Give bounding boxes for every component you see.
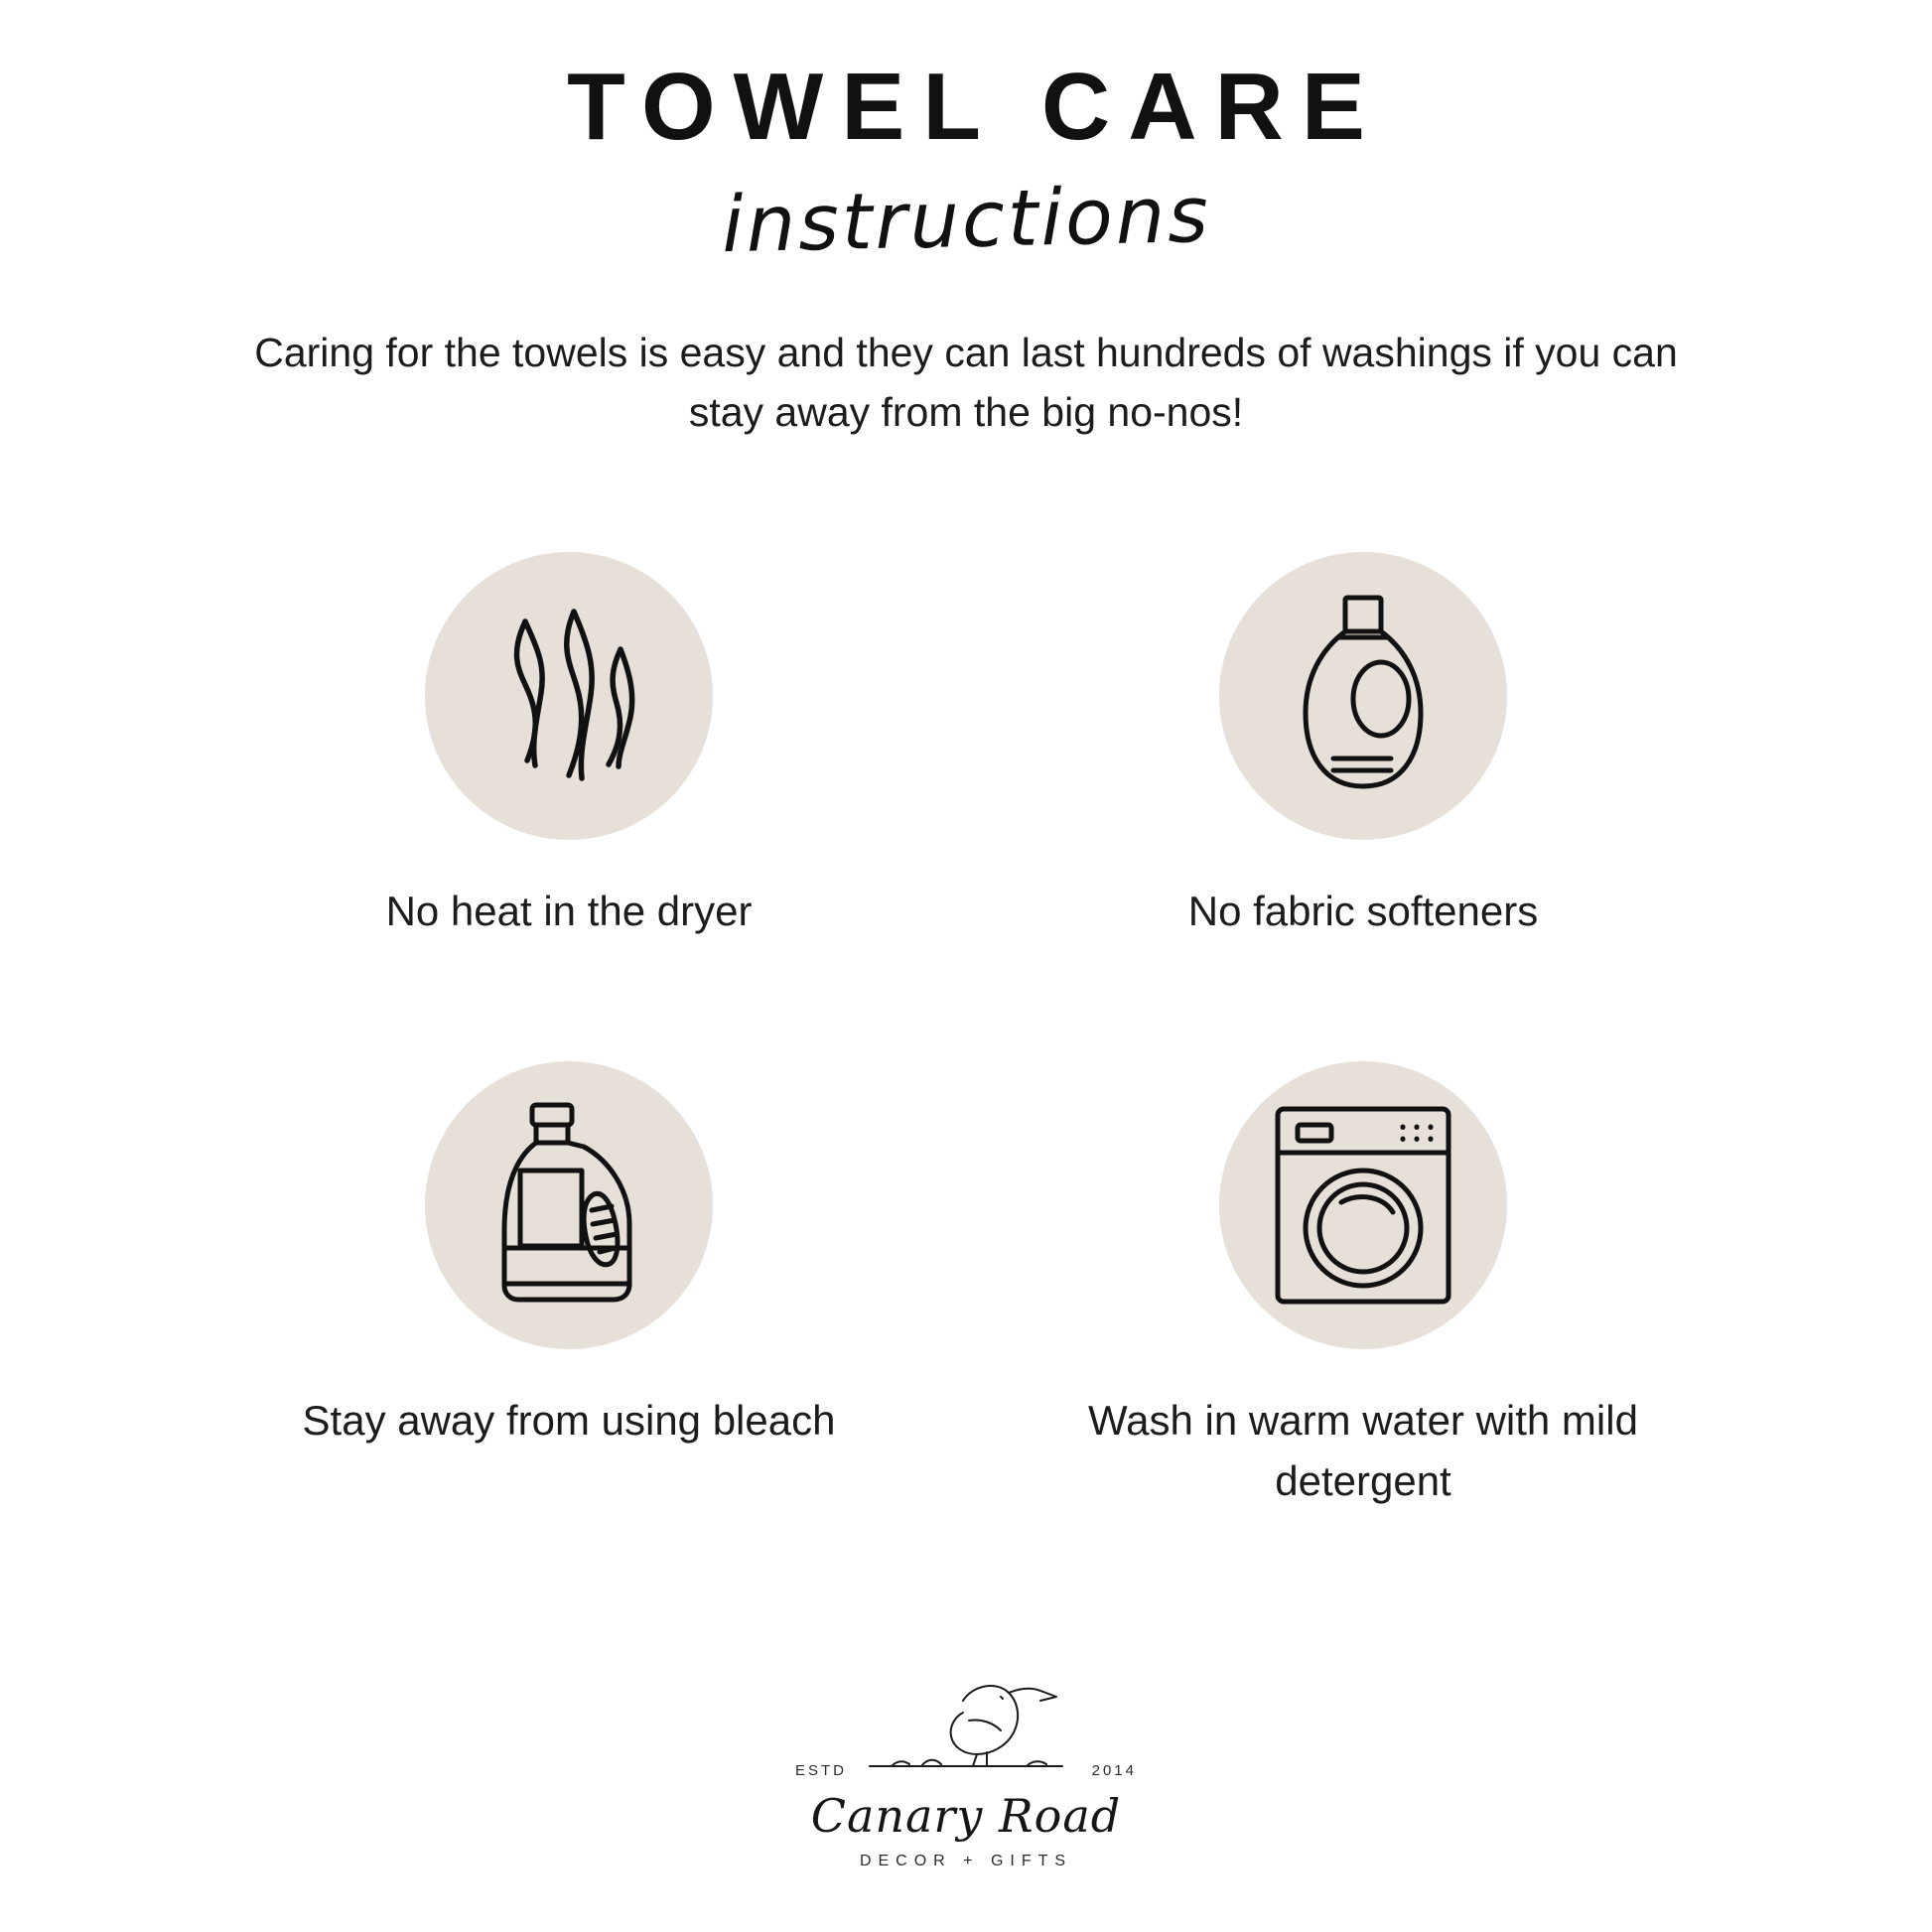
instruction-label: Wash in warm water with mild detergent — [1088, 1397, 1638, 1504]
icon-badge — [425, 1061, 713, 1349]
icon-badge — [1219, 1061, 1507, 1349]
washing-machine-icon — [1264, 1101, 1462, 1310]
intro-paragraph: Caring for the towels is easy and they can last hundreds of washings if you can stay away from the big no-nos! — [254, 329, 1678, 436]
instruction-label: Stay away from using bleach — [302, 1397, 836, 1445]
fabric-softener-bottle-icon — [1274, 592, 1452, 800]
page-title: TOWEL CARE — [567, 54, 1383, 160]
estd-year: 2014 — [1091, 1762, 1137, 1779]
instruction-item — [986, 552, 1740, 942]
instructions-grid — [192, 552, 1740, 1512]
instruction-item — [192, 1061, 946, 1512]
brand-footer — [0, 1672, 1932, 1870]
icon-badge — [425, 552, 713, 840]
heat-waves-icon — [480, 602, 658, 790]
bleach-jug-icon — [475, 1099, 663, 1312]
estd-label: ESTD — [795, 1762, 848, 1779]
logo-mark — [777, 1672, 1155, 1783]
page-subtitle: instructions — [720, 170, 1212, 270]
instruction-label: No heat in the dryer — [385, 888, 753, 935]
instruction-item — [192, 552, 946, 942]
instruction-label: No fabric softeners — [1187, 888, 1539, 935]
bird-on-branch-icon — [852, 1675, 1080, 1783]
instruction-item — [986, 1061, 1740, 1512]
brand-name: Canary Road — [810, 1789, 1122, 1843]
brand-tagline: DECOR + GIFTS — [859, 1853, 1073, 1869]
icon-badge — [1219, 552, 1507, 840]
